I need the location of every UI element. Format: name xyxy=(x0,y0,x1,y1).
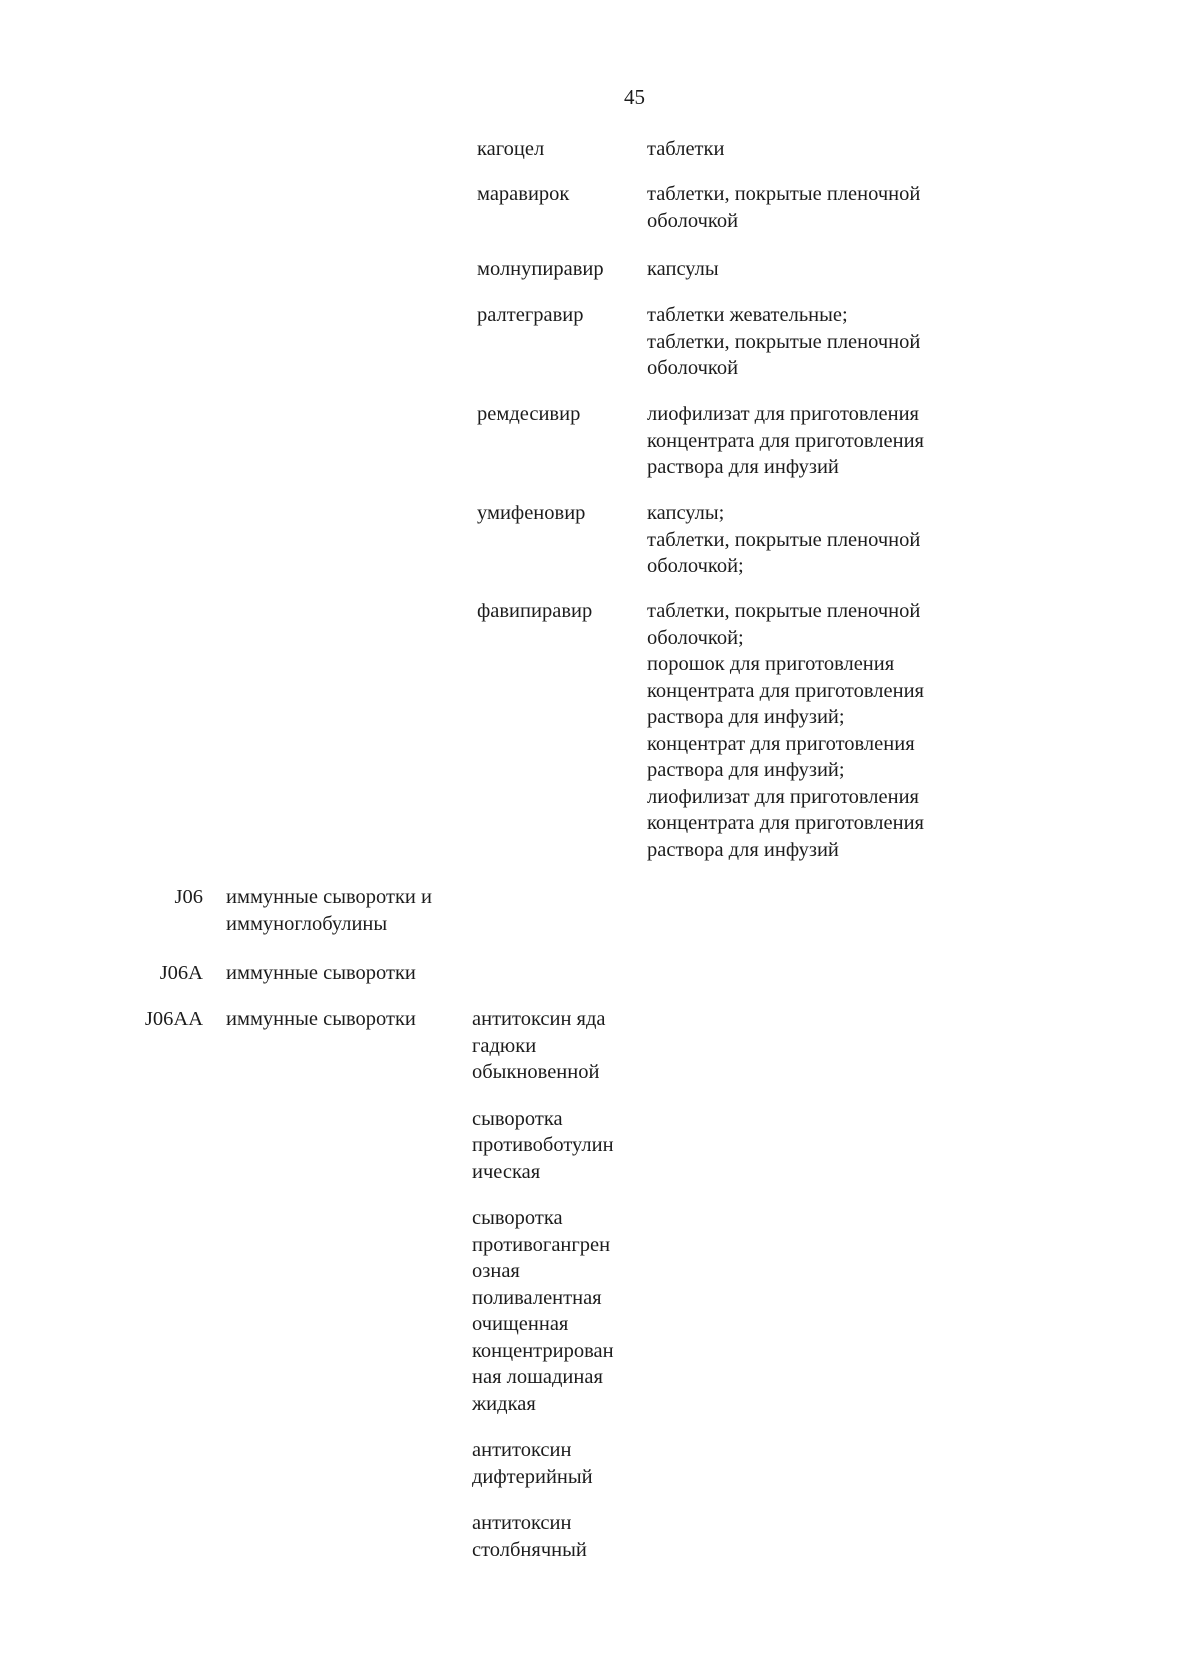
drug-forms xyxy=(647,500,987,580)
atc-name-line: иммунные сыворотки xyxy=(226,1008,416,1030)
atc-drug-line: концентрирован xyxy=(472,1339,614,1362)
atc-drug-line: ная лошадиная xyxy=(472,1366,603,1388)
atc-name-line: иммуноглобулины xyxy=(226,912,388,935)
atc-drug-line: сыворотка xyxy=(472,1207,563,1229)
atc-drug-line: очищенная xyxy=(472,1313,569,1335)
atc-drug-line: озная xyxy=(472,1260,520,1282)
drug-form-line: таблетки, покрытые пленочной xyxy=(647,330,921,353)
atc-drug-line: поливалентная xyxy=(472,1286,602,1309)
drug-forms xyxy=(647,256,987,283)
atc-group-name xyxy=(226,884,471,937)
atc-drug-line: антитоксин xyxy=(472,1512,572,1534)
drug-form-line: концентрата для приготовления xyxy=(647,679,924,702)
atc-drug-item xyxy=(472,1006,652,1086)
atc-drug-line: антитоксин xyxy=(472,1439,572,1461)
drug-name: маравирок xyxy=(477,183,570,205)
drug-forms xyxy=(647,136,987,163)
atc-code: J06AA xyxy=(144,1008,203,1030)
atc-drug-line: столбнячный xyxy=(472,1538,587,1561)
drug-form-line: оболочкой; xyxy=(647,626,744,649)
drug-form-line: оболочкой xyxy=(647,209,739,232)
atc-drug-item xyxy=(472,1437,652,1490)
atc-drug-line: сыворотка xyxy=(472,1107,563,1130)
drug-form-line: таблетки xyxy=(647,138,725,160)
drug-forms xyxy=(647,181,987,234)
atc-drug-item xyxy=(472,1205,652,1417)
drug-forms xyxy=(647,598,987,863)
drug-forms xyxy=(647,401,987,481)
drug-form-line: таблетки жевательные; xyxy=(647,304,848,326)
drug-name: фавипиравир xyxy=(477,600,593,622)
drug-form-line: таблетки, покрытые пленочной xyxy=(647,183,921,205)
drug-form-line: лиофилизат для приготовления xyxy=(647,403,919,425)
atc-group-name xyxy=(226,1006,471,1033)
atc-drug-list xyxy=(472,1006,652,1583)
atc-code: J06A xyxy=(159,962,203,984)
atc-drug-line: дифтерийный xyxy=(472,1465,593,1488)
drug-form-line: концентрат для приготовления xyxy=(647,732,915,755)
drug-form-line: раствора для инфузий; xyxy=(647,706,845,728)
drug-form-line: оболочкой xyxy=(647,357,739,379)
atc-group-name xyxy=(226,960,471,987)
atc-drug-line: гадюки xyxy=(472,1034,537,1057)
drug-name: молнупиравир xyxy=(477,258,604,280)
atc-drug-line: обыкновенной xyxy=(472,1061,600,1083)
atc-name-line: иммунные сыворотки и xyxy=(226,886,432,908)
atc-drug-line: противоботулин xyxy=(472,1134,614,1156)
drug-form-line: таблетки, покрытые пленочной xyxy=(647,600,921,622)
drug-form-line: лиофилизат для приготовления xyxy=(647,785,919,808)
drug-name: кагоцел xyxy=(477,138,545,160)
drug-form-line: раствора для инфузий xyxy=(647,456,839,478)
atc-drug-line: антитоксин яда xyxy=(472,1008,606,1030)
drug-name: ралтегравир xyxy=(477,304,584,326)
drug-forms xyxy=(647,302,987,382)
drug-form-line: капсулы xyxy=(647,258,719,280)
drug-name: умифеновир xyxy=(477,502,586,524)
atc-code: J06 xyxy=(174,886,203,908)
drug-form-line: таблетки, покрытые пленочной xyxy=(647,528,921,551)
atc-drug-line: жидкая xyxy=(472,1392,536,1415)
drug-form-line: раствора для инфузий; xyxy=(647,759,845,781)
drug-form-line: порошок для приготовления xyxy=(647,653,895,675)
drug-name: ремдесивир xyxy=(477,403,581,425)
drug-form-line: концентрата для приготовления xyxy=(647,812,924,834)
atc-drug-line: противогангрен xyxy=(472,1233,611,1256)
drug-form-line: капсулы; xyxy=(647,502,725,524)
drug-form-line: концентрата для приготовления xyxy=(647,429,924,452)
page-number: 45 xyxy=(624,85,645,109)
atc-name-line: иммунные сыворотки xyxy=(226,962,416,984)
atc-drug-item xyxy=(472,1106,652,1186)
atc-drug-item xyxy=(472,1510,652,1563)
atc-drug-line: ическая xyxy=(472,1160,541,1183)
drug-form-line: раствора для инфузий xyxy=(647,838,839,861)
drug-form-line: оболочкой; xyxy=(647,555,744,577)
